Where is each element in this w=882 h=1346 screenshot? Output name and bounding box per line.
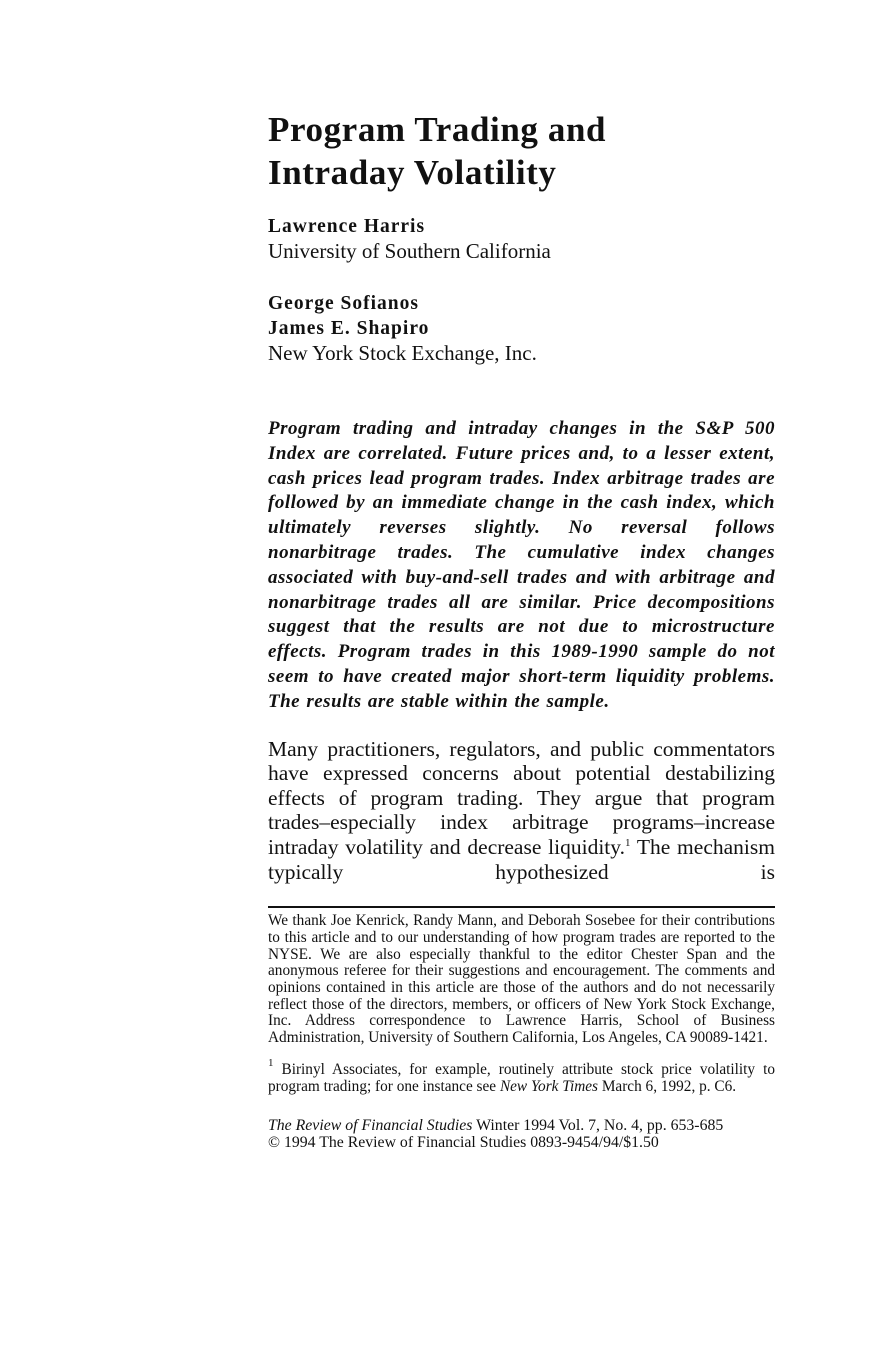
article-title <box>268 108 775 194</box>
footnote-marker: 1 <box>625 836 631 849</box>
article-first-page <box>268 108 775 1151</box>
footnote-number: 1 <box>268 1057 274 1070</box>
footnote-source-date: March 6, 1992, p. C6. <box>601 1077 737 1095</box>
title-line-1: Program Trading and <box>268 110 607 149</box>
intro-text-continued: The mechanism typically hypothesized is <box>268 834 775 884</box>
author-block-usc <box>268 214 775 264</box>
author-name: George Sofianos <box>268 293 419 314</box>
abstract: Program trading and intraday changes in the S&P 500 Index are correlated. Future prices and, to a lesser extent, cash prices lead program trades. Index arbitrage trades are followed by an immediate change in the cash index, which ultimately reverses slightly. No reversal follows nonarbitrage trades. The cumulative index changes associated with buy-and-sell trades and with arbitrage and nonarbitrage trades all are similar. Price decompositions suggest that the results are not due to microstructure effects. Program trades in this 1989-1990 sample do not seem to have created major short-term liquidity problems. The results are stable within the sample. <box>268 418 775 712</box>
journal-name: The Review of Financial Studies <box>268 1117 473 1135</box>
author-affiliation: University of Southern California <box>268 239 551 263</box>
footnote-divider <box>268 906 775 908</box>
footnote-1 <box>268 1057 775 1095</box>
author-name: Lawrence Harris <box>268 216 426 237</box>
journal-copyright: © 1994 The Review of Financial Studies 0893-9454/94/$1.50 <box>268 1134 659 1152</box>
title-line-2: Intraday Volatility <box>268 153 557 192</box>
journal-issue: Winter 1994 Vol. 7, No. 4, pp. 653-685 <box>476 1117 724 1135</box>
intro-paragraph <box>268 737 775 885</box>
footnote-source-title: New York Times <box>499 1077 598 1095</box>
author-affiliation: New York Stock Exchange, Inc. <box>268 341 537 365</box>
journal-citation <box>268 1117 775 1151</box>
author-name: James E. Shapiro <box>268 318 430 339</box>
intro-text: Many practitioners, regulators, and public commentators have expressed concerns about potential destabilizing effects of program trading. They argue that program trades–especially index arbitrage programs–increase intraday volatility and decrease liquidity. <box>268 736 775 859</box>
footnote-text: Birinyl Associates, for example, routinely attribute stock price volatility to program trading; for one instance see <box>268 1061 775 1095</box>
acknowledgment-note: We thank Joe Kenrick, Randy Mann, and Deborah Sosebee for their contributions to this article and to our understanding of how program trades are reported to the NYSE. We are also especially thankful to the editor Chester Span and the anonymous referee for their suggestions and encouragement. The comments and opinions contained in this article are those of the authors and do not necessarily reflect those of the directors, members, or officers of New York Stock Exchange, Inc. Address correspondence to Lawrence Harris, School of Business Administration, University of Southern California, Los Angeles, CA 90089-1421. <box>268 912 775 1047</box>
author-block-nyse <box>268 291 775 366</box>
